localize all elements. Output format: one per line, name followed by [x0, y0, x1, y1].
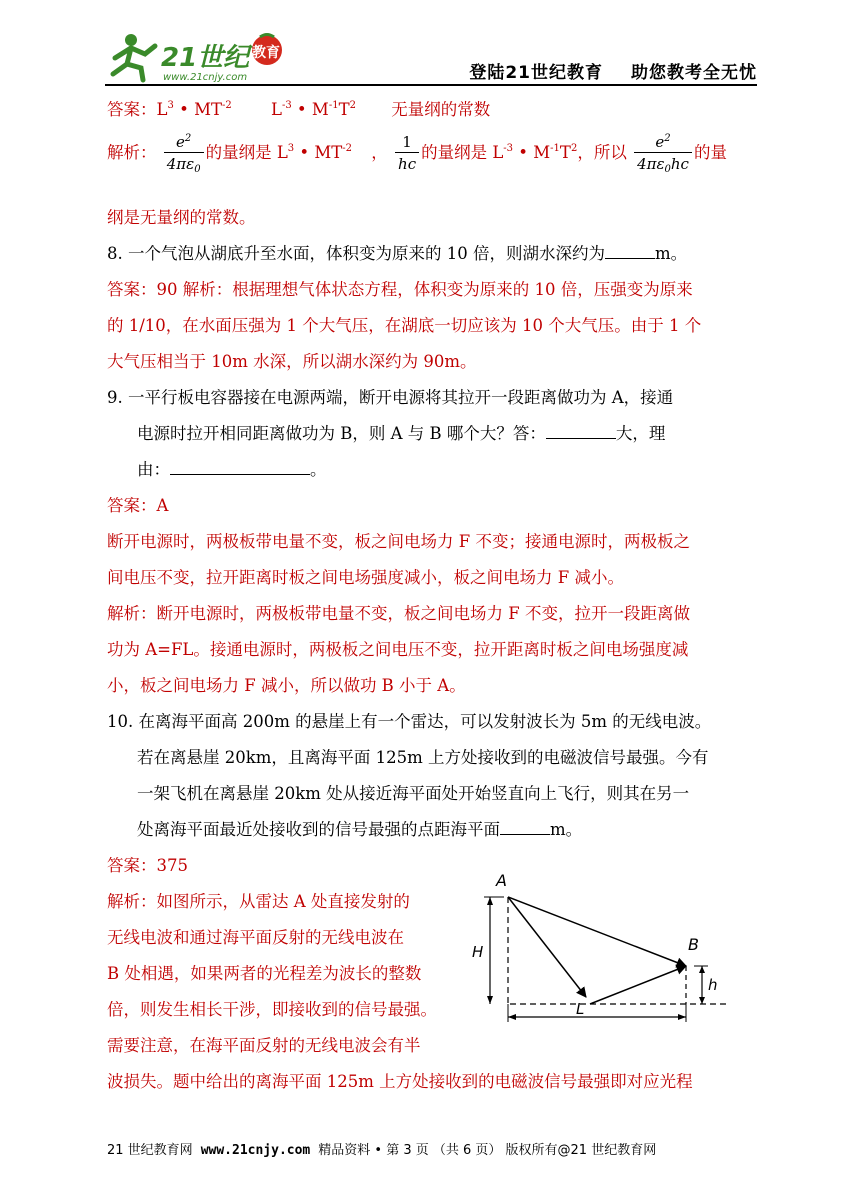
logo-text-edu: 教育: [252, 45, 280, 61]
q10-analysis-line6: 波损失。题中给出的离海平面 125m 上方处接收到的电磁波信号最强即对应光程: [107, 1072, 693, 1091]
tomato-icon: [251, 35, 282, 66]
header-rule: [105, 84, 757, 86]
q9-question-line3: 由： 。: [137, 456, 327, 480]
q9-answer: 答案：A: [107, 496, 169, 515]
tagline-right: 助您教考全无忧: [631, 63, 757, 83]
q9-question-line1: 9. 一平行板电容器接在电源两端，断开电源将其拉开一段距离做功为 A，接通: [107, 388, 674, 407]
logo-url: www.21cnjy.com: [163, 72, 248, 83]
q10-question-line4: 处离海平面最近处接收到的信号最强的点距海平面 m。: [137, 816, 582, 840]
q7-analysis-line2: 纲是无量纲的常数。: [107, 208, 256, 227]
q9-question-line2: 电源时拉开相同距离做功为 B，则 A 与 B 哪个大？答： 大，理: [137, 420, 665, 444]
q9-reason-line1: 断开电源时，两极板带电量不变，板之间电场力 F 不变；接通电源时，两极板之: [107, 532, 690, 551]
q8-answer-blank: [605, 242, 655, 260]
label-L: L: [576, 1000, 585, 1018]
q9-analysis-line1: 解析：断开电源时，两极板带电量不变，板之间电场力 F 不变，拉开一段距离做: [107, 604, 690, 623]
page-footer: [107, 1139, 656, 1158]
q8-answer-line3: 大气压相当于 10m 水深，所以湖水深约为 90m。: [107, 352, 477, 371]
q8-answer-line2: 的 1/10，在水面压强为 1 个大气压，在湖底一切应该为 10 个大气压。由于 1 个: [107, 316, 702, 335]
fraction-e2-over-4pi-eps-hc: $\frac{e^2}{4\pi\varepsilon_0hc}$: [634, 132, 692, 175]
q7-answer: 答案：$L^3$ • $MT^{-2}$ $L^{-3}$ • $M^{-1}T^2$ 无量纲的常数: [107, 100, 491, 119]
q7-analysis: 解析： $\frac{e^2}{4\pi\varepsilon_0}$ 的量纲是 $L^3$ • $MT^{-2}$ ， $\frac{1}{hc}$ 的量纲是 $L^{-3}$ • $M^{-1}T^2$，所以 $\frac{e^2}{4\pi\varepsilon_0hc}$ 的量: [107, 133, 727, 175]
svg-text:21世纪: 21世纪: [161, 43, 250, 73]
fraction-1-over-hc: $\frac{1}{hc}$: [395, 132, 419, 175]
label-B: B: [688, 935, 699, 954]
page-header: [105, 28, 757, 86]
site-logo: [105, 28, 305, 83]
footer-url[interactable]: www.21cnjy.com: [200, 1143, 311, 1158]
q10-analysis-line1: 解析：如图所示，从雷达 A 处直接发射的: [107, 892, 410, 911]
q10-analysis-line3: B 处相遇，如果两者的光程差为波长的整数: [107, 964, 422, 983]
q10-question-line2: 若在离悬崖 20km，且离海平面 125m 上方处接收到的电磁波信号最强。今有: [137, 748, 709, 767]
running-figure-icon: [113, 34, 155, 80]
header-tagline: [469, 58, 757, 83]
q10-question-line3: 一架飞机在离悬崖 20km 处从接近海平面处开始竖直向上飞行，则其在另一: [137, 784, 690, 803]
q10-analysis-line4: 倍，则发生相长干涉，即接收到的信号最强。: [107, 1000, 437, 1019]
q9-analysis-line2: 功为 A=FL。接通电源时，两极板之间电压不变，拉开距离时板之间电场强度减: [107, 640, 689, 659]
radar-reflection-diagram: [470, 862, 740, 1022]
q10-answer-blank: [500, 818, 550, 836]
label-H: H: [472, 943, 484, 961]
q9-reason-line2: 间电压不变，拉开距离时板之间电场强度减小，板之间电场力 F 减小。: [107, 568, 624, 587]
q9-analysis-line3: 小，板之间电场力 F 减小，所以做功 B 小于 A。: [107, 676, 466, 695]
label-h: h: [708, 976, 718, 994]
q10-answer: 答案：375: [107, 856, 188, 875]
tagline-left: 登陆21世纪教育: [469, 63, 603, 83]
label-A: A: [496, 871, 507, 890]
footer-left: 21 世纪教育网: [107, 1143, 193, 1158]
footer-right: 精品资料 • 第 3 页 （共 6 页） 版权所有@21 世纪教育网: [318, 1143, 657, 1158]
q10-question-line1: 10. 在离海平面高 200m 的悬崖上有一个雷达，可以发射波长为 5m 的无线电波。: [107, 712, 712, 731]
q8-question: 8. 一个气泡从湖底升至水面，体积变为原来的 10 倍，则湖水深约为 m。: [107, 240, 687, 264]
q9-answer-blank-1: [546, 422, 616, 440]
reflected-ray: [590, 966, 686, 1004]
q8-answer-line1: 答案：90 解析：根据理想气体状态方程，体积变为原来的 10 倍，压强变为原来: [107, 280, 693, 299]
q10-analysis-line5: 需要注意，在海平面反射的无线电波会有半: [107, 1036, 421, 1055]
q9-answer-blank-2: [170, 458, 310, 476]
fraction-e2-over-4pi-eps: $\frac{e^2}{4\pi\varepsilon_0}$: [164, 132, 204, 175]
q10-analysis-line2: 无线电波和通过海平面反射的无线电波在: [107, 928, 404, 947]
